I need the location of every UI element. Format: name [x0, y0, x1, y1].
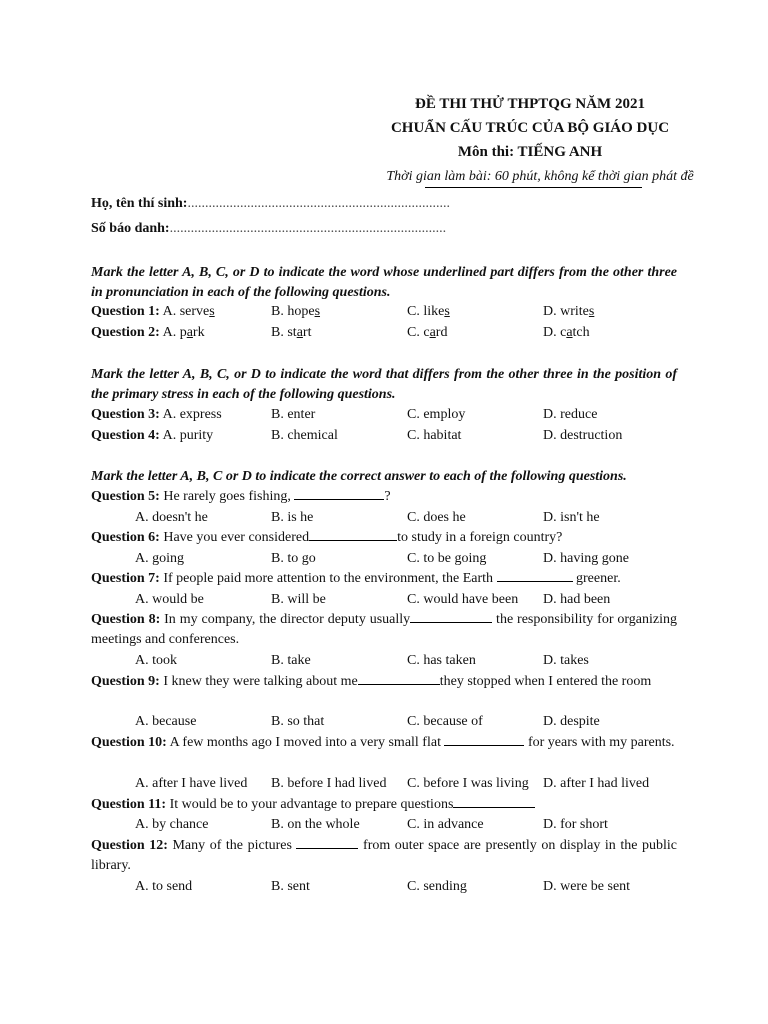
question-label: Question 1: [91, 304, 160, 319]
question-stem: Question 7: If people paid more attention to the environment, the Earth greener. [91, 571, 621, 586]
option-a: A. express [162, 407, 222, 422]
exam-title: ĐỀ THI THỬ THPTQG NĂM 2021 [415, 96, 645, 112]
candidate-id-label: Số báo danh: [91, 221, 170, 236]
section-instruction-pronunciation: Mark the letter A, B, C, or D to indicate the word whose underlined part differs from the other three in pronunciation in each of the following questions. [91, 265, 677, 300]
candidate-name-dots: ........................................................................... [187, 196, 450, 211]
option-a: A. would be [135, 592, 204, 607]
question-label: Question 2: [91, 325, 160, 340]
section-instruction-stress: Mark the letter A, B, C, or D to indicate the word that differs from the other three in the position of the primary stress in each of the following questions. [91, 367, 677, 402]
answer-blank[interactable] [309, 528, 397, 541]
option-b: B. enter [271, 407, 316, 422]
option-d: D. writes [543, 304, 595, 319]
option-b: B. hopes [271, 304, 321, 319]
question-stem: Question 12: Many of the pictures from outer space are presently on display in the public library. [91, 838, 677, 873]
question-row [91, 323, 681, 343]
question-label: Question 4: [91, 428, 160, 443]
exam-subtitle: CHUẨN CẤU TRÚC CỦA BỘ GIÁO DỤC [390, 120, 670, 136]
question-stem: Question 5: He rarely goes fishing, ? [91, 489, 391, 504]
option-b: B. to go [271, 551, 316, 566]
option-b: B. on the whole [271, 817, 360, 832]
exam-time-note: Thời gian làm bài: 60 phút, không kể thời gian phát đề [386, 169, 694, 184]
option-d: D. reduce [543, 407, 598, 422]
option-d: D. isn't he [543, 510, 600, 525]
option-c: C. card [407, 325, 448, 340]
option-d: D. were be sent [543, 879, 631, 894]
candidate-name-label: Họ, tên thí sinh: [91, 196, 188, 211]
option-b: B. start [271, 325, 312, 340]
exam-subject: Môn thi: TIẾNG ANH [457, 144, 603, 160]
option-a: A. to send [135, 879, 193, 894]
option-d: D. having gone [543, 551, 629, 566]
option-c: C. employ [407, 407, 466, 422]
option-a: A. took [135, 653, 177, 668]
option-c: C. to be going [407, 551, 487, 566]
question-label: Question 3: [91, 407, 160, 422]
option-c: C. sending [407, 879, 467, 894]
option-d: D. had been [543, 592, 611, 607]
option-a: A. park [162, 325, 205, 340]
option-a: A. because [135, 714, 197, 729]
option-a: A. after I have lived [135, 776, 248, 791]
question-stem: Question 8: In my company, the director deputy usually the responsibility for organizing meetings and conferences. [91, 612, 678, 647]
options-row [91, 774, 681, 794]
option-b: B. chemical [271, 428, 338, 443]
option-c: C. likes [407, 304, 450, 319]
question-stem: Question 10: A few months ago I moved into a very small flat for years with my parents. [91, 735, 675, 750]
options-row [91, 651, 681, 671]
option-b: B. before I had lived [271, 776, 387, 791]
section-instruction-grammar: Mark the letter A, B, C or D to indicate the correct answer to each of the following questions. [91, 469, 627, 484]
option-c: C. in advance [407, 817, 484, 832]
candidate-id-dots: ............................................................................... [169, 221, 447, 236]
option-c: C. habitat [407, 428, 462, 443]
question-stem: Question 11: It would be to your advantage to prepare questions [91, 795, 677, 815]
answer-blank[interactable] [444, 733, 524, 746]
option-a: A. by chance [135, 817, 209, 832]
option-a: A. purity [162, 428, 214, 443]
option-c: C. because of [407, 714, 483, 729]
option-b: B. so that [271, 714, 325, 729]
candidate-name-field [91, 196, 450, 212]
header-underline [425, 187, 642, 188]
answer-blank[interactable] [296, 836, 358, 849]
option-d: D. takes [543, 653, 589, 668]
question-stem: Question 6: Have you ever considered to study in a foreign country? [91, 530, 563, 545]
candidate-id-field [91, 221, 446, 237]
option-c: C. does he [407, 510, 466, 525]
answer-blank[interactable] [410, 610, 492, 623]
options-row [91, 590, 681, 610]
options-row [91, 877, 681, 897]
answer-blank[interactable] [497, 569, 573, 582]
option-c: C. has taken [407, 653, 476, 668]
answer-blank[interactable] [294, 487, 384, 500]
options-row [91, 549, 681, 569]
options-row [91, 815, 681, 835]
option-b: B. is he [271, 510, 314, 525]
option-a: A. serves [162, 304, 215, 319]
question-row [91, 405, 681, 425]
option-c: C. before I was living [407, 776, 529, 791]
option-d: D. despite [543, 714, 600, 729]
option-b: B. sent [271, 879, 310, 894]
option-c: C. would have been [407, 592, 519, 607]
question-row [91, 302, 681, 322]
option-b: B. take [271, 653, 311, 668]
answer-blank[interactable] [358, 672, 440, 685]
question-stem: Question 9: I knew they were talking about me they stopped when I entered the room [91, 674, 652, 689]
answer-blank[interactable] [453, 795, 535, 808]
option-d: D. after I had lived [543, 776, 650, 791]
option-a: A. doesn't he [135, 510, 208, 525]
option-d: D. destruction [543, 428, 623, 443]
options-row [91, 712, 681, 732]
option-d: D. for short [543, 817, 608, 832]
options-row [91, 508, 681, 528]
option-d: D. catch [543, 325, 590, 340]
question-row [91, 426, 681, 446]
option-b: B. will be [271, 592, 326, 607]
option-a: A. going [135, 551, 184, 566]
